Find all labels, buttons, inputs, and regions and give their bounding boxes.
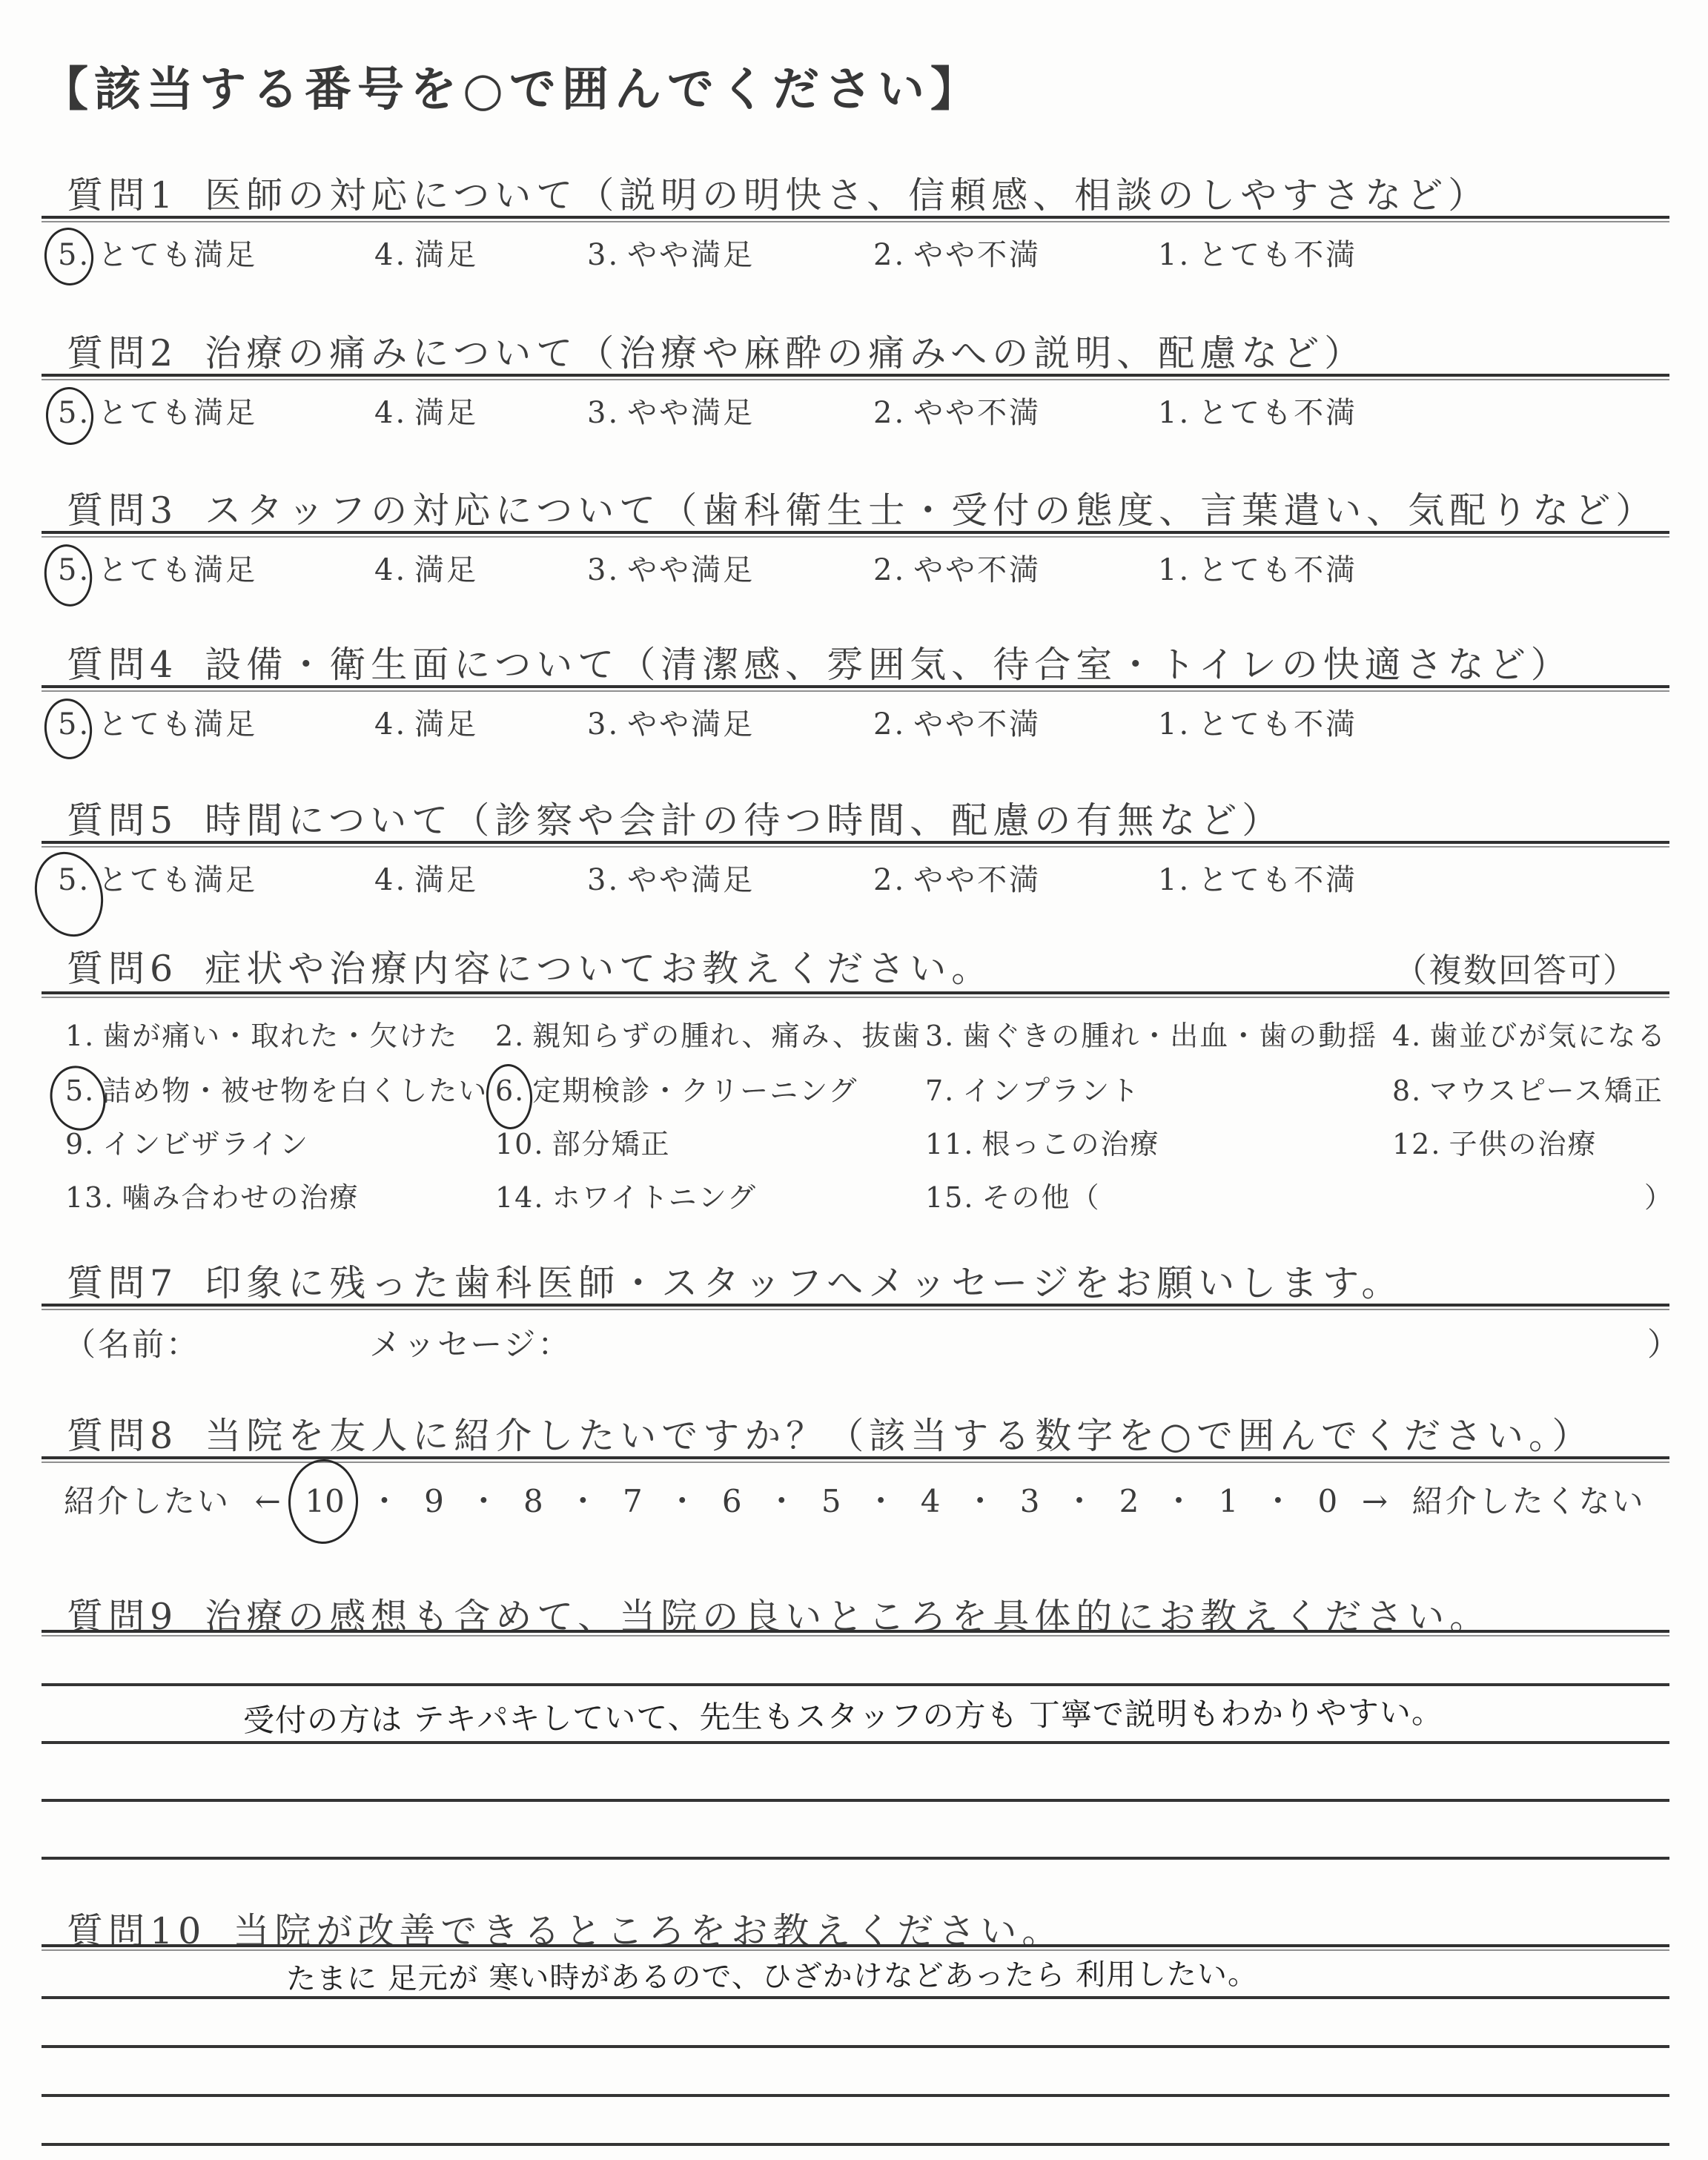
question-6-label: 質問6 [67, 948, 179, 990]
q6-other-close-paren: ） [1644, 1181, 1675, 1214]
q6-row-2 [0, 1068, 1708, 1111]
q4-options [0, 701, 1708, 748]
q5-option-3: 3. やや満足 [587, 863, 755, 897]
rule-q4 [42, 685, 1669, 692]
question-5-header [67, 792, 1283, 844]
q10-writing-line-2 [42, 2045, 1669, 2048]
q6-item-8: 8. マウスピース矯正 [1392, 1074, 1664, 1107]
q4-option-4: 4. 満足 [374, 707, 479, 742]
q4-option-3: 3. やや満足 [587, 707, 755, 742]
q9-writing-line-2 [42, 1741, 1669, 1744]
dot-separator: ・ [368, 1483, 400, 1519]
q10-writing-line-1 [42, 1996, 1669, 1999]
rule-q6 [42, 991, 1669, 998]
q5-options [0, 856, 1708, 904]
q6-item-3: 3. 歯ぐきの腫れ・出血・歯の動揺 [925, 1020, 1378, 1052]
q8-number-5: 5 [821, 1483, 841, 1519]
q5-option-5: 5. とても満足 [58, 856, 257, 899]
q4-option-1: 1. とても不満 [1158, 707, 1358, 742]
q8-number-2: 2 [1119, 1483, 1139, 1519]
dot-separator: ・ [666, 1483, 698, 1519]
right-arrow-icon: → [1361, 1483, 1388, 1519]
question-2-header [67, 325, 1366, 377]
q2-options [0, 389, 1708, 437]
question-7-label: 質問7 [67, 1262, 179, 1304]
q6-item-6: 6. 定期検診・クリーニング [495, 1068, 858, 1109]
q8-number-7: 7 [622, 1483, 643, 1519]
question-3-label: 質問3 [67, 489, 179, 532]
q5-option-4: 4. 満足 [374, 863, 479, 897]
rule-q3 [42, 531, 1669, 538]
q1-option-5: 5. とても満足 [58, 231, 257, 274]
q7-close-paren: ） [1647, 1327, 1681, 1364]
q5-option-2: 2. やや不満 [873, 863, 1042, 897]
question-4-text: 設備・衛生面について（清潔感、雰囲気、待合室・トイレの快適さなど） [205, 644, 1572, 686]
dot-separator: ・ [1262, 1483, 1294, 1519]
dot-separator: ・ [1162, 1483, 1194, 1519]
dot-separator: ・ [865, 1483, 897, 1519]
dot-separator: ・ [1064, 1483, 1096, 1519]
q3-option-3: 3. やや満足 [587, 553, 755, 587]
q8-number-1: 1 [1218, 1483, 1239, 1519]
rule-q10 [42, 1944, 1669, 1951]
rule-q1 [42, 216, 1669, 222]
q6-row-1 [0, 1013, 1708, 1056]
q8-number-10: 10 [305, 1483, 344, 1519]
question-2-text: 治療の痛みについて（治療や麻酔の痛みへの説明、配慮など） [205, 332, 1366, 374]
question-8-header [67, 1407, 1593, 1459]
q3-option-2: 2. やや不満 [873, 553, 1042, 587]
q8-number-0: 0 [1317, 1483, 1338, 1519]
question-5-text: 時間について（診察や会計の待つ時間、配慮の有無など） [205, 799, 1284, 842]
q8-right-label: 紹介したくない [1411, 1483, 1646, 1519]
q10-writing-line-4 [42, 2143, 1669, 2146]
question-8-text: 当院を友人に紹介したいですか？（該当する数字を○で囲んでください。） [205, 1415, 1594, 1457]
q8-number-3: 3 [1019, 1483, 1040, 1519]
q6-item-11: 11. 根っこの治療 [925, 1128, 1160, 1160]
q6-item-14: 14. ホワイトニング [495, 1181, 758, 1214]
q9-writing-line-4 [42, 1857, 1669, 1860]
question-4-header [67, 636, 1572, 688]
dot-separator: ・ [468, 1483, 500, 1519]
q10-handwritten-answer: たまに 足元が 寒い時があるので、ひざかけなどあったら 利用したい。 [285, 1957, 1259, 1997]
q3-option-5: 5. とても満足 [58, 546, 257, 589]
q4-option-2: 2. やや不満 [873, 707, 1042, 742]
rule-q2 [42, 374, 1669, 380]
question-1-header [67, 167, 1489, 219]
question-6-note: （複数回答可） [1394, 951, 1638, 990]
q1-options [0, 231, 1708, 279]
q9-writing-line-3 [42, 1799, 1669, 1802]
left-arrow-icon: ← [254, 1483, 281, 1519]
question-10-label: 質問10 [67, 1910, 207, 1952]
q6-item-15: 15. その他（ [925, 1181, 1101, 1214]
q6-item-2: 2. 親知らずの腫れ、痛み、抜歯 [495, 1020, 921, 1052]
q6-item-9: 9. インビザライン [65, 1128, 310, 1160]
question-2-label: 質問2 [67, 332, 179, 374]
q8-number-9: 9 [424, 1483, 444, 1519]
question-3-text: スタッフの対応について（歯科衛生士・受付の態度、言葉遣い、気配りなど） [205, 489, 1658, 532]
q1-option-1: 1. とても不満 [1158, 238, 1358, 272]
q4-option-5: 5. とても満足 [58, 701, 257, 743]
q6-item-10: 10. 部分矯正 [495, 1128, 671, 1160]
q6-item-7: 7. インプラント [925, 1074, 1141, 1107]
question-5-label: 質問5 [67, 799, 179, 842]
q1-option-3: 3. やや満足 [587, 238, 755, 272]
rule-q8 [42, 1456, 1669, 1463]
q8-left-label: 紹介したい [64, 1483, 231, 1519]
q9-writing-line-1 [42, 1683, 1669, 1686]
question-9-text: 治療の感想も含めて、当院の良いところを具体的にお教えください。 [205, 1596, 1492, 1638]
q1-option-4: 4. 満足 [374, 238, 479, 272]
dot-separator: ・ [964, 1483, 996, 1519]
q6-item-1: 1. 歯が痛い・取れた・欠けた [65, 1020, 459, 1052]
dot-separator: ・ [766, 1483, 798, 1519]
question-7-header [67, 1255, 1403, 1307]
q8-number-6: 6 [721, 1483, 742, 1519]
q6-row-3 [0, 1121, 1708, 1164]
dot-separator: ・ [567, 1483, 599, 1519]
q7-message-field-label: メッセージ： [369, 1327, 572, 1364]
q2-option-1: 1. とても不満 [1158, 396, 1358, 430]
question-8-label: 質問8 [67, 1415, 179, 1457]
q9-handwritten-answer: 受付の方は テキパキしていて、先生もスタッフの方も 丁寧で説明もわかりやすい。 [242, 1694, 1444, 1739]
q8-number-4: 4 [920, 1483, 941, 1519]
rule-q9 [42, 1630, 1669, 1636]
question-1-label: 質問1 [67, 174, 179, 217]
page-title: 【該当する番号を○で囲んでください】 [42, 62, 983, 116]
q6-item-5: 5. 詰め物・被せ物を白くしたい [65, 1068, 488, 1109]
q6-item-12: 12. 子供の治療 [1392, 1128, 1598, 1160]
q3-options [0, 546, 1708, 594]
q2-option-4: 4. 満足 [374, 396, 479, 430]
question-3-header [67, 482, 1657, 534]
q2-option-5: 5. とても満足 [58, 389, 257, 432]
q3-option-4: 4. 満足 [374, 553, 479, 587]
q3-option-1: 1. とても不満 [1158, 553, 1358, 587]
rule-q7 [42, 1304, 1669, 1310]
q5-option-1: 1. とても不満 [1158, 863, 1358, 897]
question-6-text: 症状や治療内容についてお教えください。 [205, 948, 993, 990]
q7-name-field-label: （名前： [64, 1327, 200, 1364]
question-7-text: 印象に残った歯科医師・スタッフへメッセージをお願いします。 [205, 1262, 1403, 1304]
q6-row-4 [0, 1175, 1708, 1218]
question-9-label: 質問9 [67, 1596, 179, 1638]
question-10-text: 当院が改善できるところをお教えください。 [233, 1910, 1064, 1952]
q2-option-3: 3. やや満足 [587, 396, 755, 430]
question-1-text: 医師の対応について（説明の明快さ、信頼感、相談のしやすさなど） [205, 174, 1490, 217]
q10-writing-line-3 [42, 2094, 1669, 2097]
q1-option-2: 2. やや不満 [873, 238, 1042, 272]
q8-number-8: 8 [523, 1483, 543, 1519]
question-4-label: 質問4 [67, 644, 179, 686]
q6-item-4: 4. 歯並びが気になる [1392, 1020, 1667, 1052]
q8-nps-scale [64, 1477, 1646, 1522]
rule-q5 [42, 841, 1669, 848]
question-6-header [67, 940, 993, 992]
q6-item-13: 13. 噛み合わせの治療 [65, 1181, 360, 1214]
q2-option-2: 2. やや不満 [873, 396, 1042, 430]
